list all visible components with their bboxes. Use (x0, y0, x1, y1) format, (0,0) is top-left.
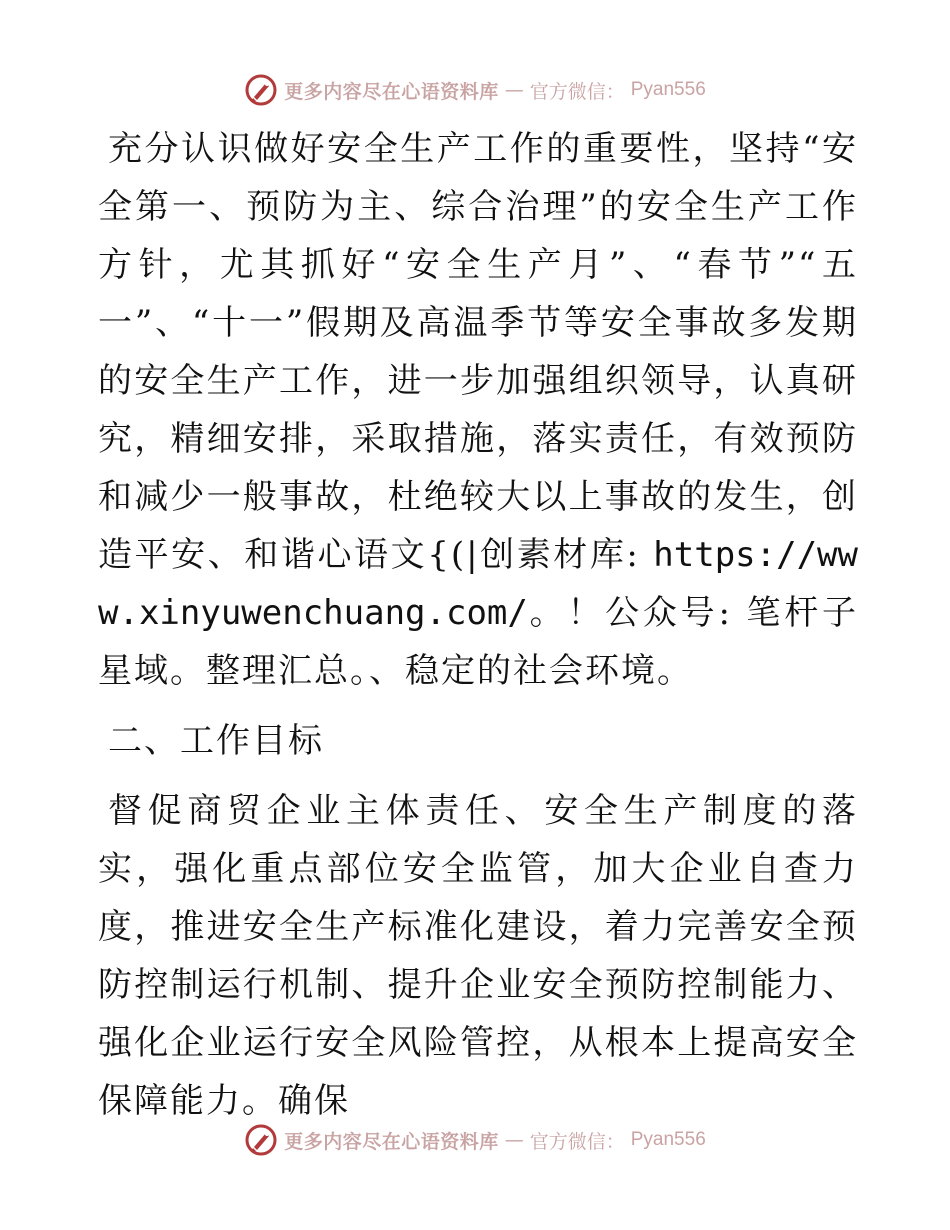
pen-nib-logo-icon (244, 73, 278, 107)
paragraph-1-url-part1: https:// (653, 535, 818, 575)
footer-wechat-id: Pyan556 (630, 1129, 706, 1150)
paragraph-1-text: 充分认识做好安全生产工作的重要性，坚持“安全第一、预防为主、综合治理”的安全生产工作方针，尤其抓好“安全生产月”、“春节”“五一”、“十一”假期及高温季节等安全事故多发期的安全生产工作，进一步加强组织领导，认真研究，精细安排，采取措施，落实责任，有效预防和减少一般事故，杜绝较大以上事故的发生，创造平安、和谐心语文{(|创素材库: (98, 129, 858, 575)
footer-banner-text: 更多内容尽在心语资料库 (284, 1130, 499, 1153)
pen-nib-logo-icon (244, 1123, 278, 1157)
footer-banner-dash: — (504, 1129, 524, 1151)
paragraph-1-url-part2: www.xinyuwenchuang.com/ (98, 535, 858, 633)
paragraph-2: 督促商贸企业主体责任、安全生产制度的落实，强化重点部位安全监管，加大企业自查力度，推进安全生产标准化建设，着力完善安全预防控制运行机制、提升企业安全预防控制能力、强化企业运行安全风险管控，从根本上提高安全保障能力。确保 (98, 791, 858, 1121)
header-watermark-banner (0, 70, 950, 110)
header-wechat-label: 官方微信： (529, 80, 625, 103)
section-heading-work-goals: 二、工作目标 (108, 721, 324, 761)
header-wechat-id: Pyan556 (630, 79, 706, 100)
document-body (98, 120, 858, 1130)
header-banner-text: 更多内容尽在心语资料库 (284, 80, 499, 103)
paragraph-1-tail: 。！公众号: 笔杆子星域。整理汇总。、稳定的社会环境。 (98, 593, 858, 691)
footer-wechat-label: 官方微信： (529, 1130, 625, 1153)
footer-watermark-banner (0, 1120, 950, 1160)
paragraph-1 (98, 120, 858, 700)
header-banner-dash: — (504, 79, 524, 101)
